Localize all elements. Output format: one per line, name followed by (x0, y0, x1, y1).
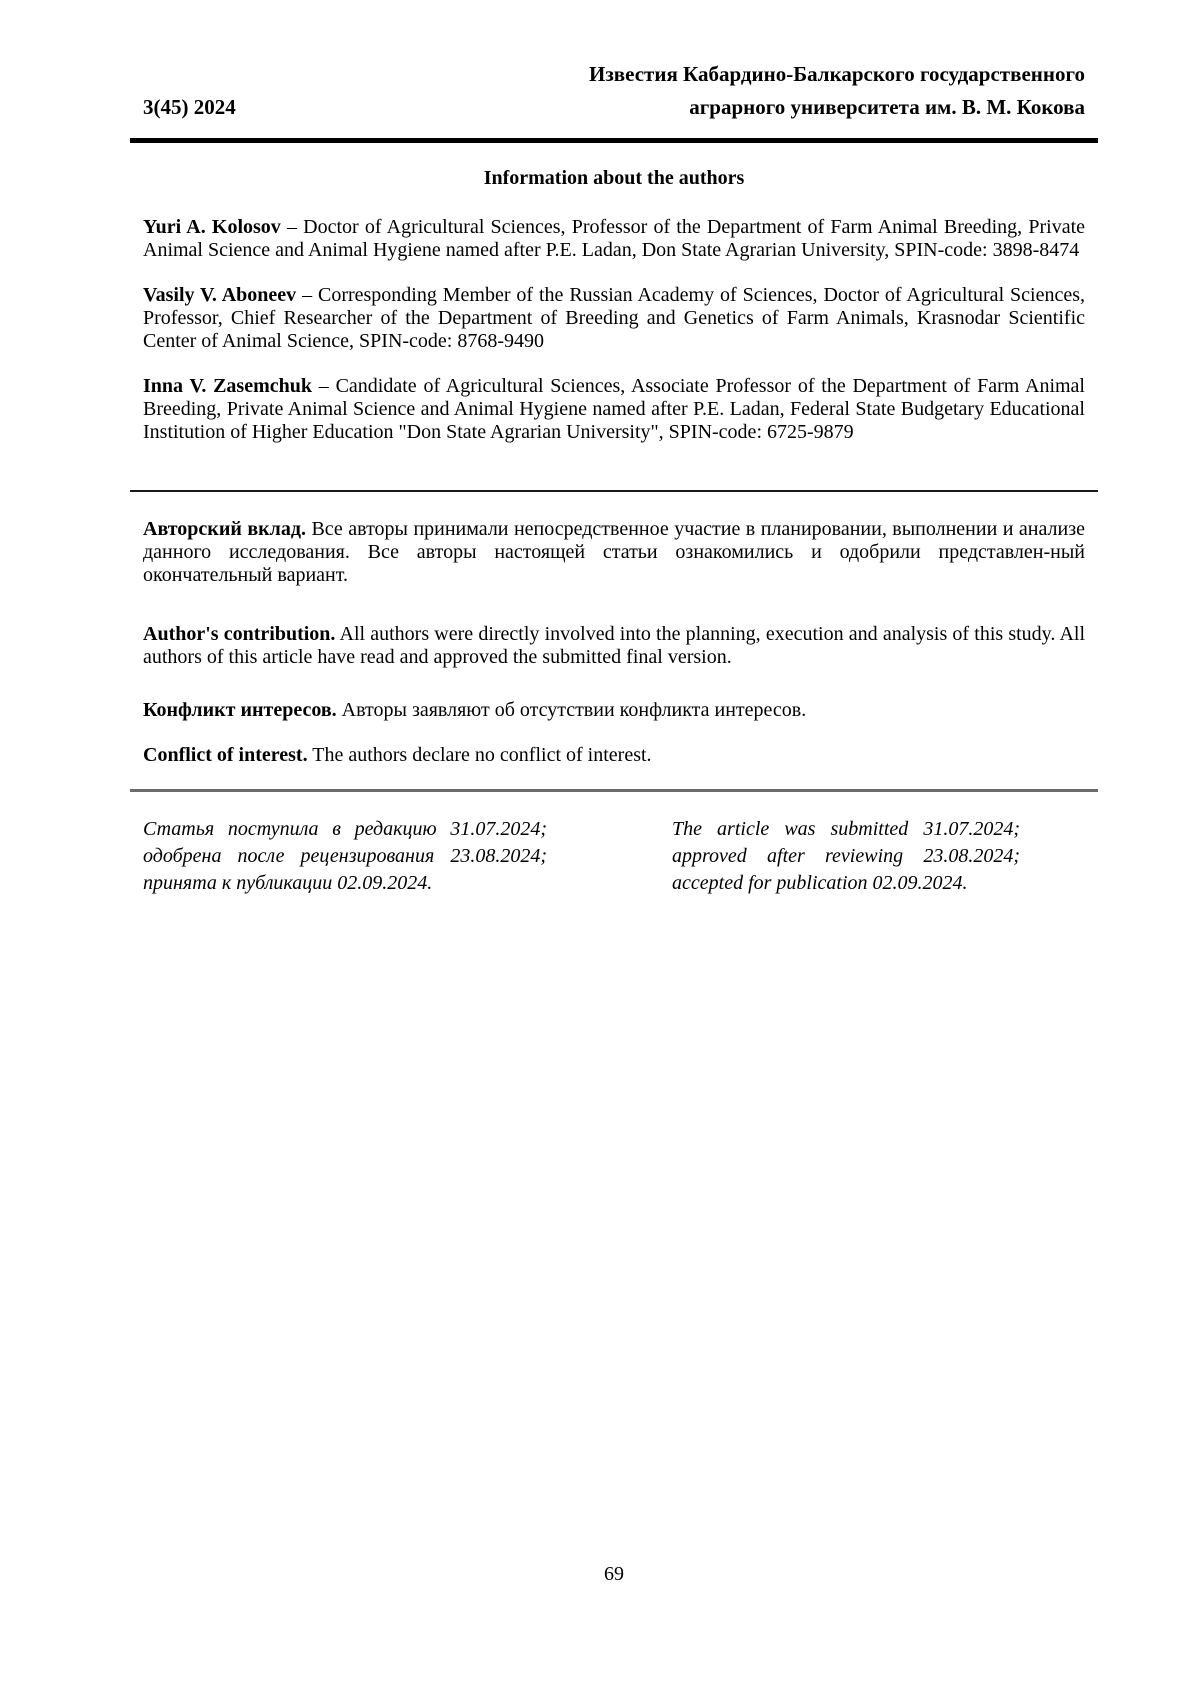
journal-title-line1: Известия Кабардино-Балкарского государственного (589, 62, 1085, 86)
conflict-of-interest-ru-label: Конфликт интересов. (143, 699, 337, 721)
issue-number: 3(45) 2024 (143, 95, 236, 119)
conflict-of-interest-en (143, 744, 1085, 767)
author-name: Inna V. Zasemchuk (143, 375, 313, 397)
conflict-of-interest-ru (143, 699, 1085, 722)
author-description: – Doctor of Agricultural Sciences, Professor of the Department of Farm Animal Breeding, Private Animal Science and Animal Hygiene named after P.E. Ladan, Don State Agrarian University, SPIN-code: 3898-8474 (143, 216, 1085, 261)
page-number: 69 (604, 1563, 624, 1585)
conflict-of-interest-en-text: The authors declare no conflict of interest. (307, 744, 652, 766)
author-paragraph (143, 375, 1085, 444)
submission-dates-ru: Статья поступила в редакцию 31.07.2024; одобрена после рецензирования 23.08.2024; принята к публикации 02.09.2024. (143, 818, 547, 894)
author-contribution-ru-label: Авторский вклад. (143, 518, 306, 540)
submission-dates-en: The article was submitted 31.07.2024; approved after reviewing 23.08.2024; accepted for publication 02.09.2024. (672, 818, 1020, 894)
section-heading: Information about the authors (483, 167, 745, 189)
author-description: – Corresponding Member of the Russian Academy of Sciences, Doctor of Agricultural Sciences, Professor, Chief Researcher of the Department of Breeding and Genetics of Farm Animals, Krasnodar Scientific Center of Animal Science, SPIN-code: 8768-9490 (143, 284, 1085, 352)
author-name: Vasily V. Aboneev (143, 284, 297, 306)
author-contribution-en-label: Author's contribution. (143, 623, 336, 645)
author-name: Yuri A. Kolosov (143, 216, 281, 238)
journal-title (589, 58, 1085, 124)
page-content (143, 0, 1085, 897)
author-contribution-ru (143, 518, 1085, 587)
author-paragraph (143, 216, 1085, 262)
author-description: – Candidate of Agricultural Sciences, Associate Professor of the Department of Farm Animal Breeding, Private Animal Science and Animal Hygiene named after P.E. Ladan, Federal State Budgetary Educational Institution of Higher Education "Don State Agrarian University", SPIN-code: 6725-9879 (143, 375, 1085, 443)
conflict-of-interest-ru-text: Авторы заявляют об отсутствии конфликта интересов. (336, 699, 807, 721)
journal-title-line2: аграрного университета им. В. М. Кокова (689, 95, 1085, 119)
conflict-of-interest-en-label: Conflict of interest. (143, 744, 308, 766)
footer-divider (130, 789, 1098, 792)
journal-header (143, 58, 1085, 124)
section-divider (130, 490, 1098, 492)
author-paragraph (143, 284, 1085, 353)
submission-dates (143, 816, 1085, 897)
author-contribution-en-text: All authors were directly involved into the planning, execution and analysis of this study. All authors of this article have read and approved the submitted final version. (143, 623, 1086, 668)
author-contribution-en (143, 623, 1085, 669)
header-divider (130, 138, 1098, 143)
author-contribution-ru-text: Все авторы принимали непосредственное участие в планировании, выполнении и анализе данного исследования. Все авторы настоящей статьи ознакомились и одобрили представлен-ный окончательный вариант. (143, 518, 1085, 586)
